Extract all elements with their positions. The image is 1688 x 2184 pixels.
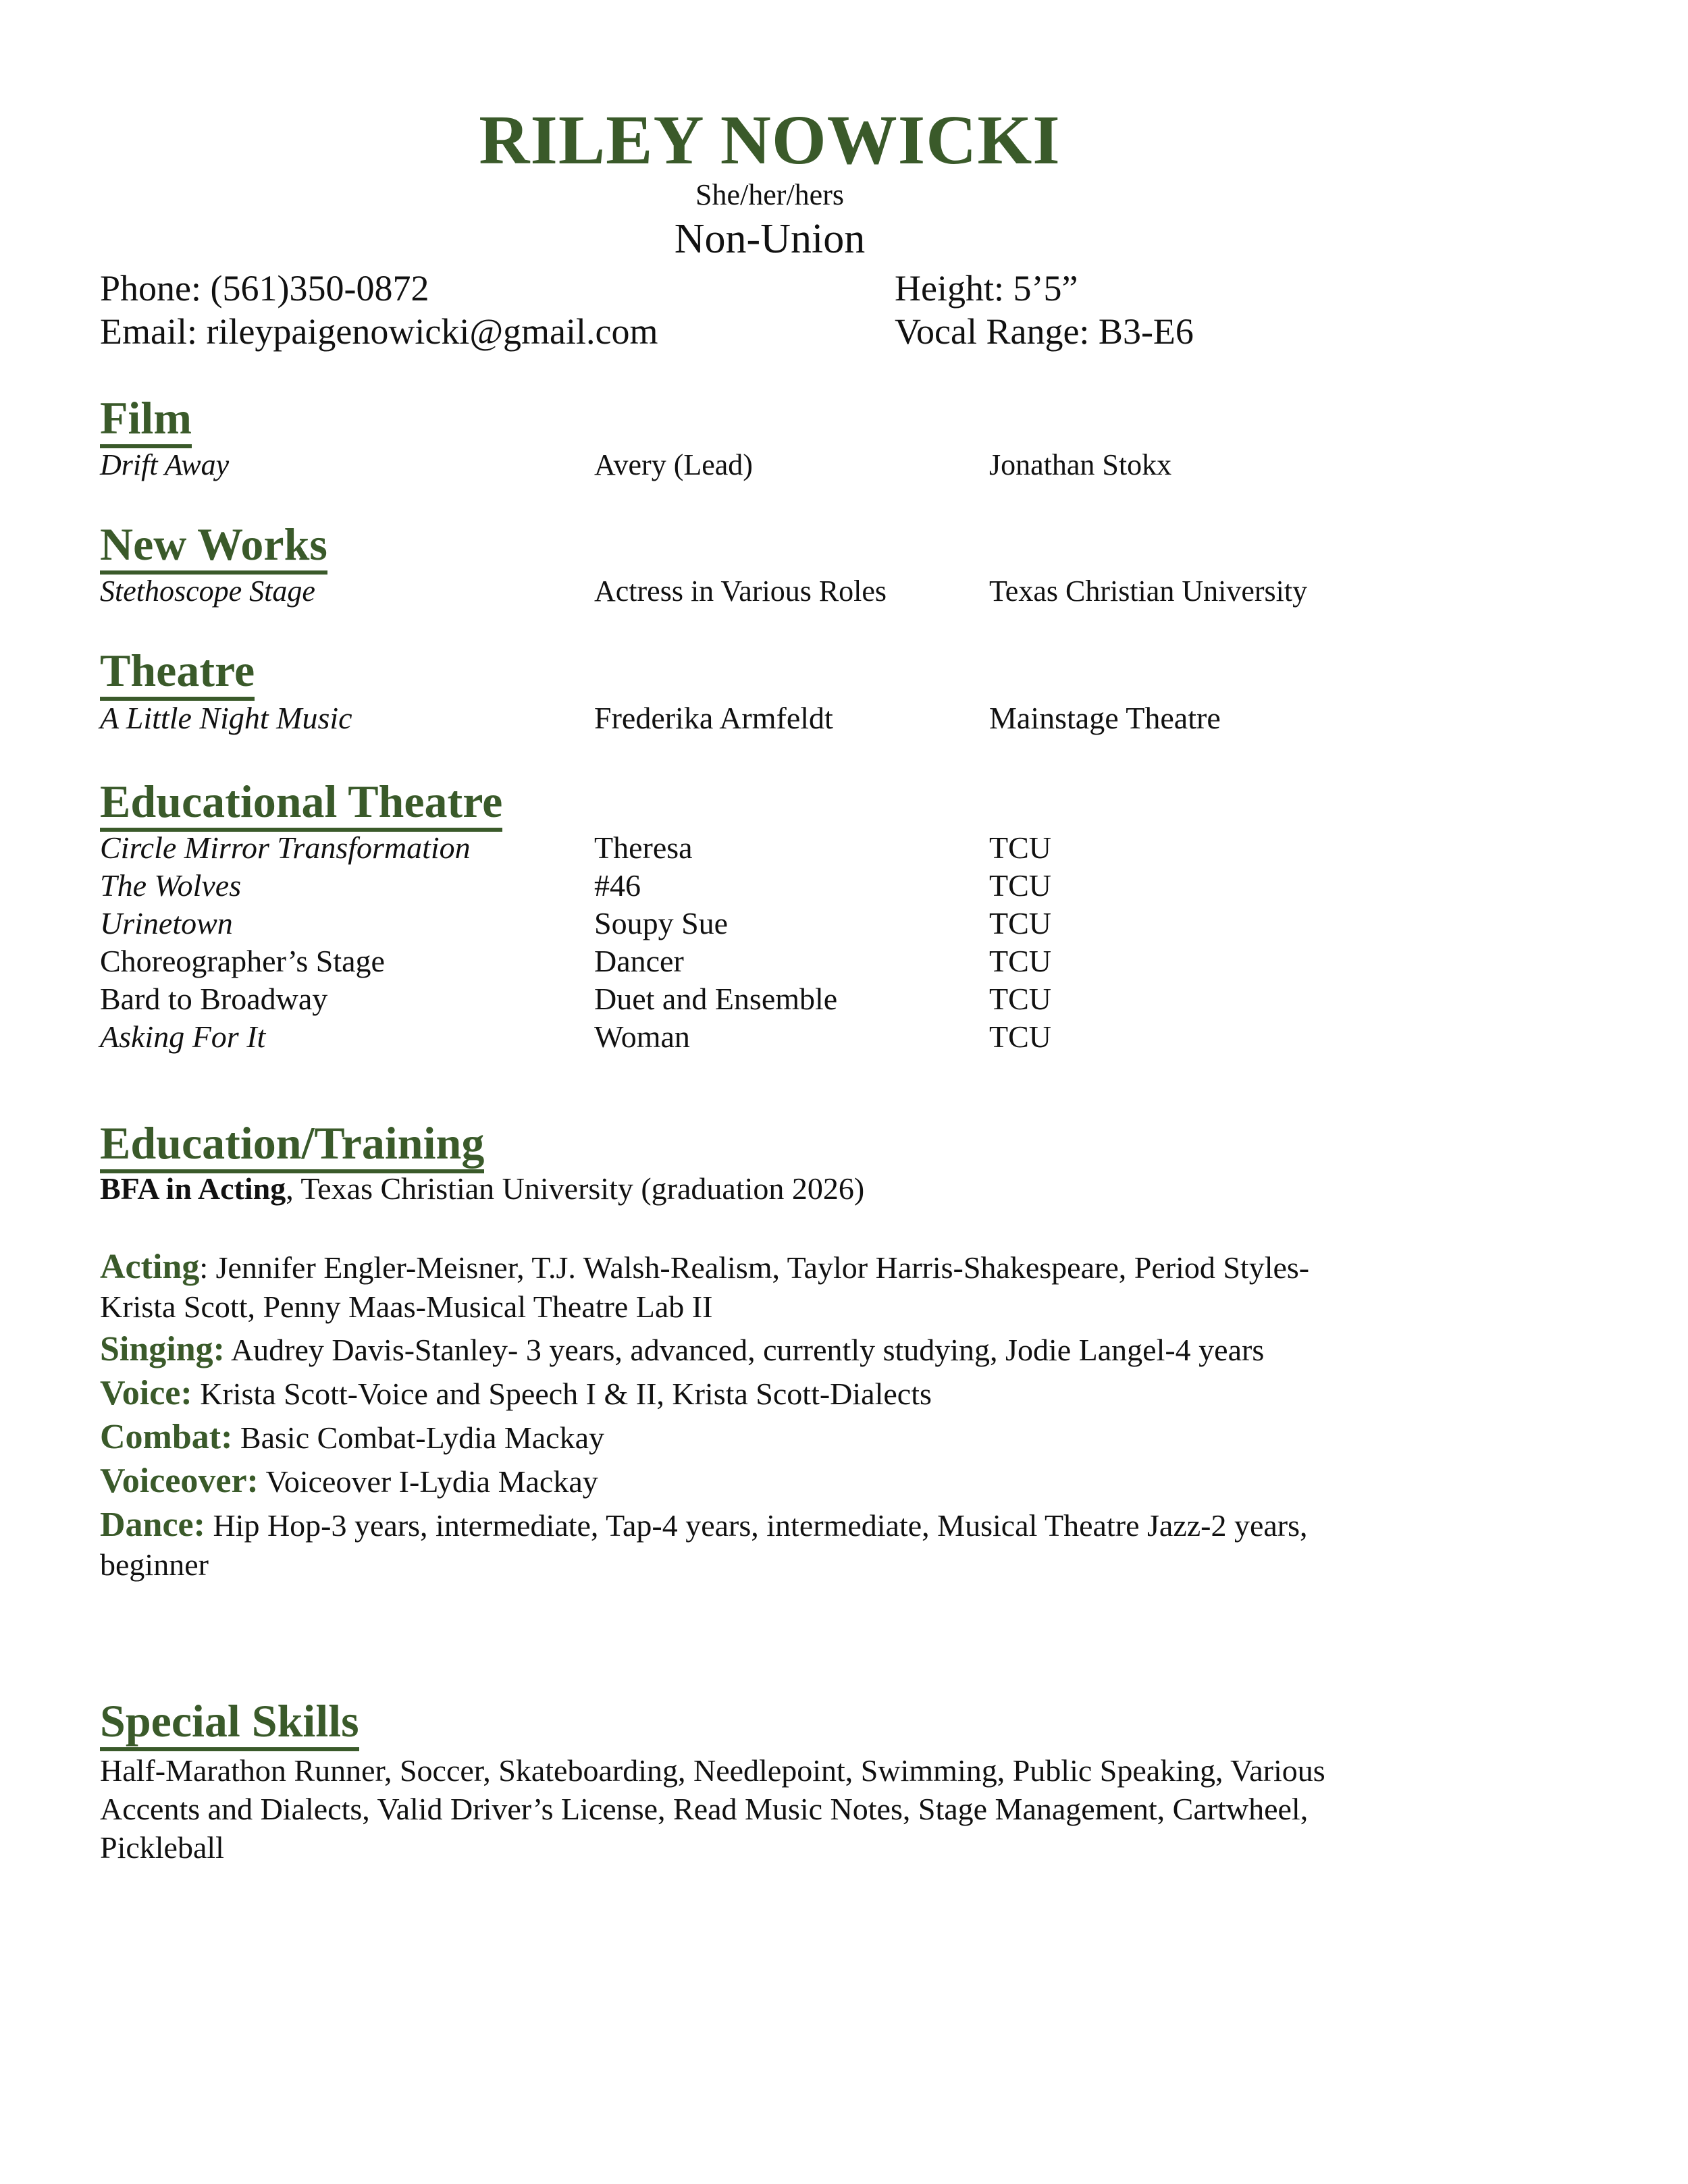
training-label: Voice: <box>100 1374 192 1412</box>
training-label: Dance: <box>100 1506 205 1544</box>
training-sep <box>232 1420 240 1455</box>
training-acting <box>100 1248 1383 1327</box>
training-combat <box>100 1418 1383 1458</box>
training-label: Combat: <box>100 1418 233 1456</box>
training-sep <box>259 1464 266 1499</box>
training-text: Audrey Davis-Stanley- 3 years, advanced, currently studying, Jodie Langel-4 years <box>230 1333 1265 1367</box>
ed-theatre-company: TCU <box>989 944 1051 978</box>
training-text: Jennifer Engler-Meisner, T.J. Walsh-Realism, Taylor Harris-Shakespeare, Period Styles-Krista Scott, Penny Maas-Musical Theatre Lab II <box>100 1250 1310 1324</box>
training-singing <box>100 1330 1383 1370</box>
training-dance <box>100 1506 1383 1584</box>
training-label: Singing: <box>100 1330 225 1368</box>
ed-theatre-title: Choreographer’s Stage <box>100 944 385 978</box>
email: Email: rileypaigenowicki@gmail.com <box>100 311 658 352</box>
training-sep <box>205 1508 213 1543</box>
union-status: Non-Union <box>674 216 866 262</box>
new-works-role: Actress in Various Roles <box>594 575 887 608</box>
ed-theatre-company: TCU <box>989 906 1051 940</box>
ed-theatre-role: Woman <box>594 1019 690 1054</box>
ed-theatre-title: Urinetown <box>100 906 233 940</box>
ed-theatre-company: TCU <box>989 1019 1051 1054</box>
new-works-title: Stethoscope Stage <box>100 575 315 608</box>
ed-theatre-role: Soupy Sue <box>594 906 729 940</box>
film-heading: Film <box>100 392 192 448</box>
educational-theatre-heading: Educational Theatre <box>100 775 502 832</box>
ed-theatre-title: Bard to Broadway <box>100 982 328 1016</box>
degree-line <box>100 1170 864 1208</box>
education-heading: Education/Training <box>100 1117 484 1173</box>
training-text: Voiceover I-Lydia Mackay <box>265 1464 598 1499</box>
new-works-heading: New Works <box>100 518 327 575</box>
theatre-role: Frederika Armfeldt <box>594 701 833 735</box>
special-skills-heading: Special Skills <box>100 1695 359 1751</box>
ed-theatre-title: The Wolves <box>100 868 242 903</box>
training-sep <box>192 1377 201 1411</box>
training-text: Krista Scott-Voice and Speech I & II, Krista Scott-Dialects <box>200 1377 932 1411</box>
phone: Phone: (561)350-0872 <box>100 268 429 309</box>
pronouns: She/her/hers <box>695 178 844 211</box>
ed-theatre-role: Duet and Ensemble <box>594 982 838 1016</box>
training-voice <box>100 1374 1383 1414</box>
training-voiceover <box>100 1462 1383 1501</box>
training-label: Voiceover: <box>100 1462 259 1500</box>
theatre-heading: Theatre <box>100 644 255 701</box>
new-works-company: Texas Christian University <box>989 575 1308 608</box>
ed-theatre-title: Circle Mirror Transformation <box>100 830 471 865</box>
ed-theatre-company: TCU <box>989 982 1051 1016</box>
ed-theatre-role: #46 <box>594 868 641 903</box>
degree: BFA in Acting <box>100 1171 286 1206</box>
ed-theatre-title: Asking For It <box>100 1019 266 1054</box>
film-title: Drift Away <box>100 448 230 481</box>
degree-detail: , Texas Christian University (graduation 2026) <box>286 1171 865 1206</box>
ed-theatre-role: Dancer <box>594 944 684 978</box>
ed-theatre-company: TCU <box>989 830 1051 865</box>
theatre-company: Mainstage Theatre <box>989 701 1221 735</box>
special-skills-text: Half-Marathon Runner, Soccer, Skateboarding, Needlepoint, Swimming, Public Speaking, Various Accents and Dialects, Valid Driver’s License, Read Music Notes, Stage Management, Cartwheel, Pickleball <box>100 1753 1325 1865</box>
training-label: Acting <box>100 1248 200 1286</box>
training-sep <box>225 1333 231 1367</box>
ed-theatre-company: TCU <box>989 868 1051 903</box>
training-text: Hip Hop-3 years, intermediate, Tap-4 years, intermediate, Musical Theatre Jazz-2 years, beginner <box>100 1508 1308 1582</box>
training-text: Basic Combat-Lydia Mackay <box>240 1420 605 1455</box>
height: Height: 5’5” <box>895 268 1078 309</box>
film-role: Avery (Lead) <box>594 448 753 481</box>
vocal-range: Vocal Range: B3-E6 <box>895 311 1194 352</box>
applicant-name: RILEY NOWICKI <box>479 101 1061 179</box>
theatre-title: A Little Night Music <box>100 701 352 735</box>
ed-theatre-role: Theresa <box>594 830 693 865</box>
film-company: Jonathan Stokx <box>989 448 1172 481</box>
training-sep: : <box>199 1250 216 1285</box>
